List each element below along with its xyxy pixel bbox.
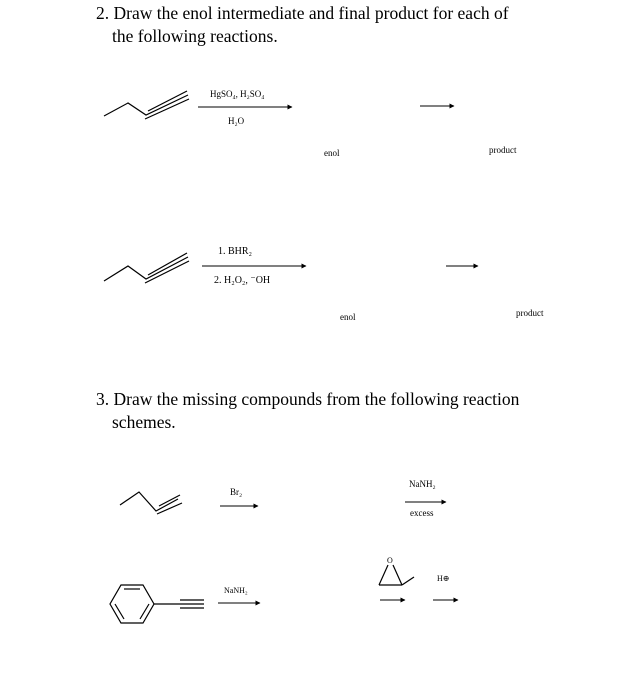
reagent-br2: Br₂ (230, 487, 243, 497)
enol-label-1: enol (324, 148, 340, 158)
question-3-line-1: 3. Draw the missing compounds from the following reaction (96, 389, 520, 409)
reagent-nanh2-2: NaNH₂ (224, 586, 248, 595)
alkyne-structure-1 (104, 91, 189, 119)
reagent-bhr2: 1. BHR₂ (218, 246, 253, 257)
epoxide-oxygen-label: O (387, 556, 393, 565)
reagent-hgso4-h2so4: HgSO₄, H₂SO₄ (210, 89, 265, 99)
epoxide-structure (379, 565, 414, 585)
phenylacetylene-structure (110, 585, 204, 623)
product-label-2: product (516, 308, 544, 318)
acid-h-plus-label: H⊕ (437, 574, 450, 583)
question-2-line-1: 2. Draw the enol intermediate and final product for each of (96, 3, 509, 23)
enol-label-2: enol (340, 312, 356, 322)
product-label-1: product (489, 145, 517, 155)
reagent-h2o2-oh: 2. H₂O₂, ⁻OH (214, 275, 271, 286)
alkyne-structure-2 (104, 253, 189, 283)
question-2-line-2: the following reactions. (112, 26, 278, 46)
alkyne-structure-3 (120, 492, 182, 514)
reagent-excess: excess (410, 508, 434, 518)
reagent-nanh2: NaNH₂ (409, 479, 436, 489)
reagent-h2o: H₂O (228, 116, 245, 126)
question-3-line-2: schemes. (112, 412, 176, 432)
